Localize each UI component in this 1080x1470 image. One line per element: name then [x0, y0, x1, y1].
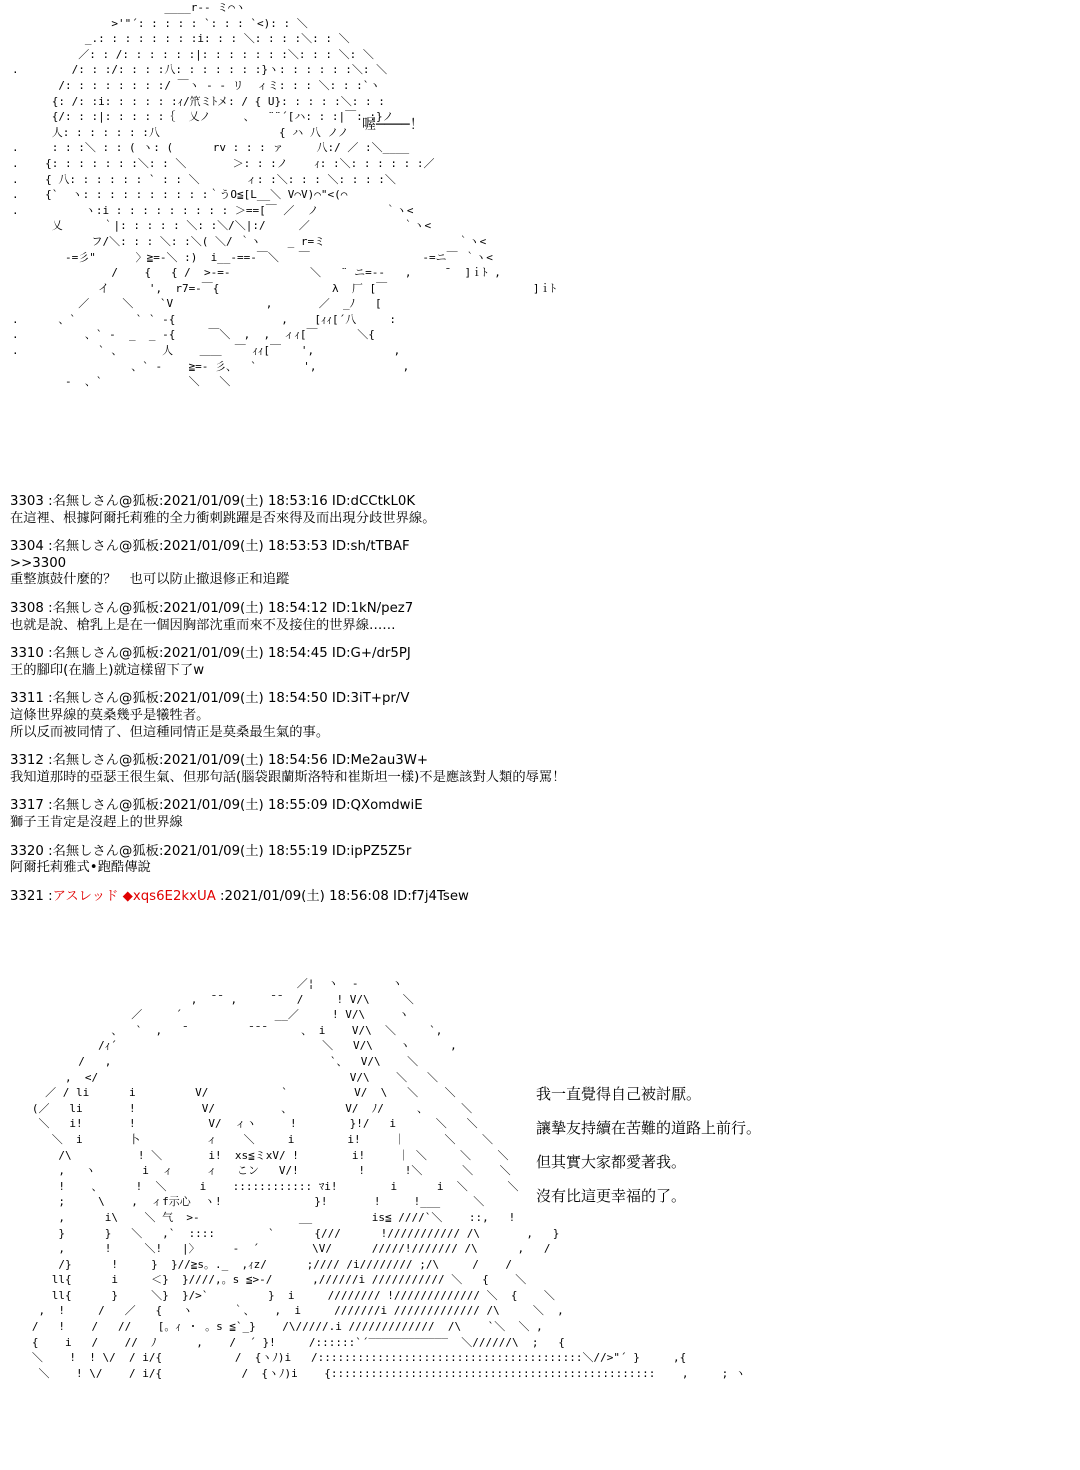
post-header: 3320 :名無しさん@狐板:2021/01/09(土) 18:55:19 ID:ipPZ5Z5r — [10, 843, 412, 859]
author-trip: ◆xqs6E2kxUA — [122, 888, 216, 904]
closing-line: 讓摯友持續在苦難的道路上前行。 — [536, 1119, 762, 1137]
post-3308 — [10, 601, 1070, 634]
post-3303 — [10, 494, 1070, 527]
post-body: 也就是說、槍乳上是在一個因胸部沈重而來不及接住的世界線…… — [10, 617, 396, 633]
post-3320 — [10, 844, 1070, 877]
top-caption: 喔────！ — [362, 117, 424, 133]
post-body: 在這裡、根據阿爾托莉雅的全力衝刺跳躍是否來得及而出現分歧世界線。 — [10, 510, 436, 526]
post-body: 重整旗鼓什麼的？ 也可以防止撤退修正和追蹤 — [10, 572, 290, 588]
post-header: 3303 :名無しさん@狐板:2021/01/09(土) 18:53:16 ID:dCCtkL0K — [10, 494, 416, 509]
closing-lines — [536, 1086, 761, 1222]
closing-line: 我一直覺得自己被討厭。 — [536, 1085, 702, 1103]
author-name: アスレッド — [52, 888, 119, 904]
post-body: 獅子王肯定是沒趕上的世界線 — [10, 814, 183, 830]
closing-line: 但其實大家都愛著我。 — [536, 1153, 687, 1171]
post-header: 3308 :名無しさん@狐板:2021/01/09(土) 18:54:12 ID:1kN/pez7 — [10, 600, 414, 616]
post-body: 所以反而被同情了、但這種同情正是莫桑最生氣的事。 — [10, 724, 330, 740]
thread-posts — [10, 494, 1070, 917]
post-header: 3317 :名無しさん@狐板:2021/01/09(土) 18:55:09 ID:QXomdwiE — [10, 798, 423, 814]
post-header: 3312 :名無しさん@狐板:2021/01/09(土) 18:54:56 ID:Me2au3W+ — [10, 753, 428, 769]
closing-line: 沒有比這更幸福的了。 — [536, 1187, 687, 1205]
post-3310 — [10, 646, 1070, 679]
post-header: 3311 :名無しさん@狐板:2021/01/09(土) 18:54:50 ID:3iT+pr/V — [10, 691, 410, 707]
post-3317 — [10, 798, 1070, 831]
post-3312 — [10, 753, 1070, 786]
post-body: 我知道那時的亞瑟王很生氣、但那句話(腦袋跟蘭斯洛特和崔斯坦一樣)不是應該對人類的辱罵！ — [10, 769, 566, 785]
post-body: 這條世界線的莫桑幾乎是犧牲者。 — [10, 707, 210, 723]
post-3311 — [10, 691, 1070, 741]
post-body: 王的腳印(在牆上)就這樣留下了w — [10, 662, 205, 678]
post-3304 — [10, 539, 1070, 589]
post-3321 — [10, 889, 1070, 906]
post-header: 3310 :名無しさん@狐板:2021/01/09(土) 18:54:45 ID:G+/dr5PJ — [10, 646, 411, 662]
ascii-art-top: ____r-- ミ⌒ヽ >'"´: : : : : `: : : `<): : ＼ _.: : : : : : : :i: : : ＼: : : :＼: : ＼ ／: : /: : : : : :|: : : : : : :＼: : : ＼: ＼ . /: : :/: : : :八: : : : : : :}ヽ: : : : : :＼: ＼ /: : : : : : : :/ ￣ヽ - ‐ リ ィミ: : : ＼: : :`ヽ {: /: :i: : : : : :ｨ/笊ミﾄメ: / { U}: : : : :＼: : : {/: : :|: : : : :｛ 乂ノ 、 ¨¨´[ハ: : :|￣: :}ノ 人: : : : : : :八 { ハ 八 ノノ . : : :＼ : : ( ヽ: ( rv : : : ァ 八:/ ／ :＼____ . {: : : : : : :＼: : ＼ ＞: : :ノ ｨ: :＼: : : : : :／ . { 八: : : : : : ` : : ＼ ィ: :＼: : : ＼: : : :＼ . {` ヽ: : : : : : : : : :｀うO≦[L__＼ V⌒V)⌒"<(⌒ . ヽ:i : : : : : : : : : ＞==[￣ ／ ノ ｀ヽ< 乂 ｀|: : : : : ＼: :＼/＼|:/ ／ ｀ヽ< フ/＼: : : ＼: :＼( ＼/ ｀ヽ _ r=ミ ｀ヽ< -=彡" 〉≧=-＼ :) i__-==-￣＼ ￣ -=ニ￣ ｀ヽ< / { { / >-=- ＼ ¨ ニ=-‐ , ¯ ]ｉﾄ , イ ', r7=-￣{ λ 厂 [￣ ]ｉﾄ ／ ＼ `V , ／ _ﾉ [ . 、` ` ` -{ , [ｨｨ[´八 : . 、` - _ _ -{ ￣＼ , , ィｨ[￣ ＼{ . ` 、 人 ＿＿ ￣ ｨｨ[￣ ', , 、` - ≧=- 彡、 ` ', , - 、` ＼ ＼ — [12, 1, 556, 389]
post-header: 3304 :名無しさん@狐板:2021/01/09(土) 18:53:53 ID:sh/tTBAF — [10, 539, 410, 555]
ascii-art-bottom: ／¦ ヽ - ヽ , ¯¯ , ¯¯ / ! V/\ ＼ ／ ´ __／ ! V/\ ヽ 、 ` , ¯ ¯¯¯ 、 i V/\ ＼ `, /ｨ´ ＼ V/\ ヽ , / , `、 V/\ ＼ , </ V/\ ＼ ＼ ／ / li i V/ ` V/ \ ＼ ＼ (／ li ! V/ 、 V/ ﾉ/ 、 ＼ ＼ i! ! V/ ィヽ ! }!/ i ＼ ＼ ＼ i 卜 ィ ＼ i i! ｜ ＼ ＼ /\ ! ＼ i! xs≦ミxV/ ! i! ｜ ＼ ＼ ＼ , ヽ i ィ ィ こン V/! ! !＼ ＼ ＼ ! 、 ! ＼ i :::::::::::: ﾏi! i i ＼ ＼ ; \ , ィf示心 ヽ! }! ! !___ ＼ , i\ ＼ 气 >- __ is≦ ////`＼ ::, ! } } ＼ ,` :::: ` {/// !/////////// /\ , } , ! ＼! |〉 - ´ \V/ /////!/////// /\ , / /} ! } }//≧s。._ ,ｨz/ ;//// /i//////// ;/\ / / ll{ i ＜} }////,。s ≦>-/ ,//////i /////////// ＼ { ＼ ll{ } ＼} }/>` } i //////// !///////////// ＼ { ＼ , ! / ／ { ヽ ｀、 , i ///////i ///////////// /\ ＼ , / ! / // [。ｨ ・ 。s ≦`_} /\/////.i ///////////// /\ `＼ ＼ , { i / // ﾉ , / ´ }! /::::::`´‾‾‾‾‾‾‾‾‾‾‾‾ ＼//////\ ; { ＼ ! ! \/ / i/{ / {ヽﾉ)i /::::::::::::::::::::::::::::::::::::::::＼//>"´ } ,{ ＼ ! \/ / i/{ / {ヽﾉ)i {::::::::::::::::::::::::::::::::::::::::::::::::: , ; ヽ — [31, 977, 746, 1380]
author-post-header: 3321 :アスレッド ◆xqs6E2kxUA :2021/01/09(土) 18:56:08 ID:f7j4Tsew — [10, 888, 469, 904]
post-body: 阿爾托莉雅式•跑酷傳說 — [10, 860, 151, 876]
quote-link[interactable]: >>3300 — [10, 555, 67, 571]
